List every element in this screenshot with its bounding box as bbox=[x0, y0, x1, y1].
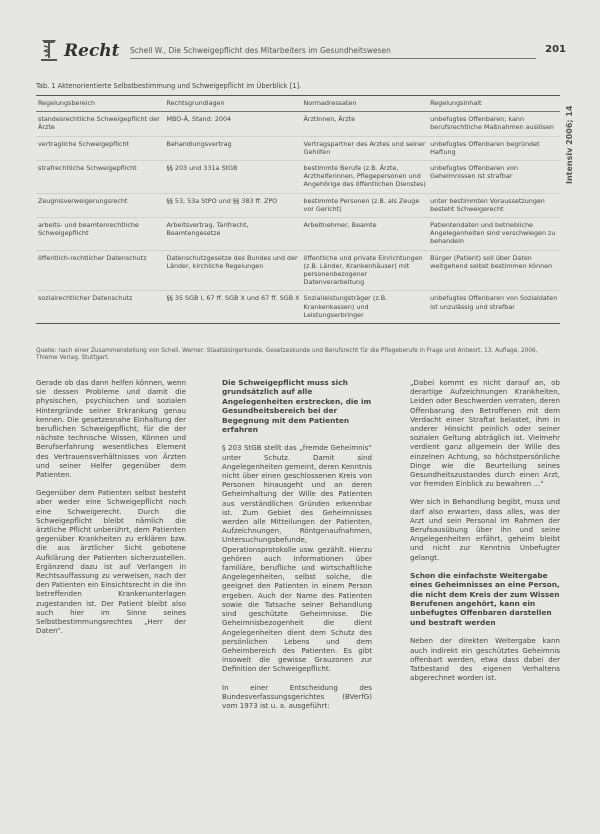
table-cell: Ärztinnen, Ärzte bbox=[302, 112, 429, 136]
pull-quote: Schon die einfachste Weitergabe eines Geheimnisses an eine Person, die nicht dem Kreis der zum Wissen Berufenen angehört, kann ein unbefugtes Offenbaren darstellen und bestraft werden bbox=[410, 570, 560, 627]
table-cell: arbeits- und beamtenrechtliche Schweigepflicht bbox=[36, 218, 164, 251]
table-cell: strafrechtliche Schweigepflicht bbox=[36, 161, 164, 194]
caduceus-logo-icon bbox=[38, 38, 60, 62]
table-cell: §§ 53, 53a StPO und §§ 383 ff. ZPO bbox=[164, 193, 301, 217]
table-cell: unbefugtes Offenbaren von Sozialdaten ist unzulässig und strafbar bbox=[428, 291, 560, 324]
text-column-right bbox=[410, 378, 560, 691]
table-cell: Zeugnisverweigerungsrecht bbox=[36, 193, 164, 217]
table-cell: MBO-Ä, Stand: 2004 bbox=[164, 112, 301, 136]
table-header-cell: Regelungsinhalt bbox=[428, 96, 560, 112]
table-row bbox=[36, 112, 560, 136]
table-footnote: Quelle: nach einer Zusammenstellung von Schell, Werner: Staatsbürgerkunde, Gesetzeskunde und Berufsrecht für die Pflegeberufe in Frage und Antwort, 13. Auflage, 2006, Thieme Verlag, Stuttgart. bbox=[36, 348, 538, 362]
table-cell: §§ 35 SGB I, 67 ff. SGB X und 67 ff. SGB X bbox=[164, 291, 301, 324]
paragraph: Gegenüber dem Patienten selbst besteht aber weder eine Schweigepflicht noch eine Schweigerecht. Durch die Schweigepflicht bleibt nämlich die ärztliche Pflicht unberührt, dem Patienten gegenüber Krankheiten zu erklären bzw. die aus ärztlicher Sicht gebotene Aufklärung der Patienten sicherzustellen. Ergänzend dazu ist auf Verlangen in Rechtsauffassung zu verweisen, nach der den Patienten ein Einsichtsrecht in die ihn betreffenden Krankenunterlagen zugestanden ist. Der Patient bleibt also auch hier im Sinne seines Selbstbestimmungsrechtes „Herr der Daten“. bbox=[36, 488, 186, 636]
paragraph: In einer Entscheidung des Bundesverfassungsgerichtes (BVerfG) vom 1973 ist u. a. ausgeführt: bbox=[222, 682, 372, 710]
journal-sidebar bbox=[565, 76, 579, 186]
pull-quote: Die Schweigepflicht muss sich grundsätzlich auf alle Angelegenheiten erstrecken, die im Gesundheitsbereich bei der Begegnung mit dem Patienten erfahren bbox=[222, 378, 372, 435]
page-header bbox=[38, 38, 566, 64]
running-title: Schell W., Die Schweigepflicht des Mitarbeiters im Gesundheitswesen bbox=[130, 46, 391, 55]
table-cell: Arbeitnehmer, Beamte bbox=[302, 218, 429, 251]
table-header-cell: Regelungsbereich bbox=[36, 96, 164, 112]
table-cell: Vertragspartner des Arztes und seiner Gehilfen bbox=[302, 136, 429, 160]
paragraph: Gerade ob das dann helfen können, wenn sie dessen Probleme und damit die physischen, psychischen und sozialen Hintergründe seiner Erkrankung genau kennen. Die gesetzesnahe Einhaltung der beruflichen Schweigepflicht, für die der nächste technische Wissen, Können und Berufserfahrung wesentliches Element des Vertrauensverhältnisses von Ärzten und seiner Helfer gegenüber dem Patienten. bbox=[36, 378, 186, 480]
table-row bbox=[36, 136, 560, 160]
table-cell: vertragliche Schweigepflicht bbox=[36, 136, 164, 160]
table-row bbox=[36, 161, 560, 194]
header-rule bbox=[130, 58, 536, 59]
table-cell: Datenschutzgesetze des Bundes und der Länder, kirchliche Regelungen bbox=[164, 250, 301, 291]
table-header-row bbox=[36, 96, 560, 112]
overview-table bbox=[36, 95, 560, 324]
journal-sidebar-text: Intensiv 2006; 14 bbox=[565, 105, 574, 184]
table-cell: Bürger (Patient) soll über Daten weitgehend selbst bestimmen können bbox=[428, 250, 560, 291]
table-cell: bestimmte Berufe (z.B. Ärzte, Arzthelferinnen, Pflegepersonen und Angehörige des öffentlichen Dienstes) bbox=[302, 161, 429, 194]
text-column-middle bbox=[222, 378, 372, 719]
paragraph: Neben der direkten Weitergabe kann auch indirekt ein geschütztes Geheimnis offenbart werden, etwa dass dabei der Tatbestand des eigenen Verhaltens abgerechnet worden ist. bbox=[410, 636, 560, 683]
table-cell: unter bestimmten Voraussetzungen besteht Schweigerecht bbox=[428, 193, 560, 217]
table-header-cell: Rechtsgrundlagen bbox=[164, 96, 301, 112]
table-header-cell: Normadressaten bbox=[302, 96, 429, 112]
table-cell: öffentliche und private Einrichtungen (z.B. Länder, Krankenhäuser) mit personenbezogener Datenverarbeitung bbox=[302, 250, 429, 291]
section-title: Recht bbox=[64, 41, 120, 61]
table-cell: Sozialleistungsträger (z.B. Krankenkassen) und Leistungserbringer bbox=[302, 291, 429, 324]
table-cell: unbefugtes Offenbaren; kann berufsrechtliche Maßnahmen auslösen bbox=[428, 112, 560, 136]
table-cell: standesrechtliche Schweigepflicht der Ärzte bbox=[36, 112, 164, 136]
table-caption: Tab. 1 Aktenorientierte Selbstbestimmung und Schweigepflicht im Überblick [1]. bbox=[36, 82, 302, 90]
table-row bbox=[36, 291, 560, 324]
table-cell: Patientendaten und betriebliche Angelegenheiten sind verschwiegen zu behandeln bbox=[428, 218, 560, 251]
table-row bbox=[36, 193, 560, 217]
table-cell: sozialrechtlicher Datenschutz bbox=[36, 291, 164, 324]
paragraph: Wer sich in Behandlung begibt, muss und darf also erwarten, dass alles, was der Arzt und sein Personal im Rahmen der Berufsausübung über ihn und seine Angelegenheiten erfährt, geheim bleibt und nicht zur Kenntnis Unbefugter gelangt. bbox=[410, 497, 560, 562]
paragraph: „Dabei kommt es nicht darauf an, ob derartige Aufzeichnungen Krankheiten, Leiden oder Beschwerden verraten, deren Offenbarung den Betroffenen mit dem Verdacht einer Straftat belastet, ihm in anderer Hinsicht peinlich oder seiner sozialen Geltung abträglich ist. Vielmehr verdient ganz allgemein der Wille des einzelnen Achtung, so höchstpersönliche Dinge wie die Beurteilung seines Gesundheitszustandes durch einen Arzt, vor fremden Einblick zu bewahren ...“ bbox=[410, 378, 560, 489]
table-cell: Arbeitsvertrag, Tarifrecht, Beamtengesetze bbox=[164, 218, 301, 251]
table-row bbox=[36, 218, 560, 251]
table-cell: unbefugtes Offenbaren begründet Haftung bbox=[428, 136, 560, 160]
table-cell: öffentlich-rechtlicher Datenschutz bbox=[36, 250, 164, 291]
table-cell: bestimmte Personen (z.B. als Zeuge vor Gericht) bbox=[302, 193, 429, 217]
table-row bbox=[36, 250, 560, 291]
text-column-left bbox=[36, 378, 186, 644]
table-cell: §§ 203 und 331a StGB bbox=[164, 161, 301, 194]
paragraph: § 203 StGB stellt das „fremde Geheimnis“ unter Schutz. Damit sind Angelegenheiten gemeint, deren Kenntnis nicht über einen geschlossenen Kreis von Personen hinausgeht und an deren Geheimhaltung der Wille des Patienten aus verständlichen Gründen erkennbar ist. Zum Gebiet des Geheimnisses werden alle Mitteilungen der Patienten, Aufzeichnungen, Röntgenaufnahmen, Untersuchungsbefunde, Operationsprotokolle usw. gezählt. Hierzu gehören auch Informationen über familiäre, berufliche und wirtschaftliche Angelegenheiten, selbst solche, die geeignet den Patienten in einem Person ergeben. Auch der Name des Patienten sowie die Tatsache seiner Behandlung sind geschützte Geheimnisse. Die Geheimnisbezogenheit die dient Angelegenheiten dient dem Schutz des persönlichen Lebens und dem Geheimbereich des Patienten. Es gibt insoweit die gewisse Grauzonen zur Definition der Schweigepflicht. bbox=[222, 443, 372, 674]
page-number: 201 bbox=[545, 44, 566, 55]
table-cell: unbefugtes Offenbaren von Geheimnissen ist strafbar bbox=[428, 161, 560, 194]
table-cell: Behandlungsvertrag bbox=[164, 136, 301, 160]
